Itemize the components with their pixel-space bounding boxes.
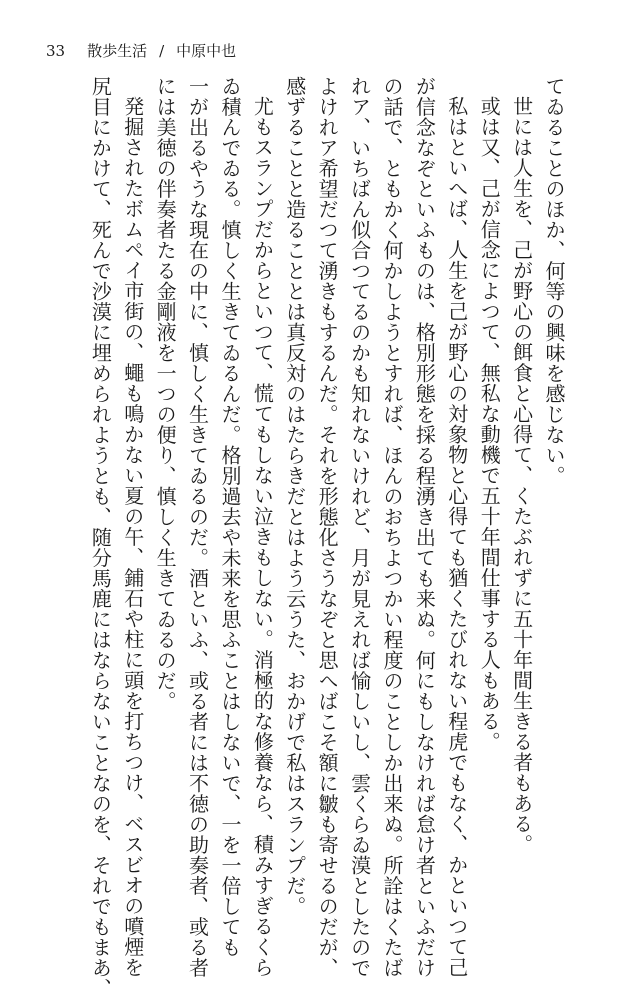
text-line: れア、いちばん似合つてるのかも知れないけれど、月が見えれば愉しいし、雲くらゐ漠としたので bbox=[347, 76, 372, 978]
text-line: には美徳の伴奏者たる金剛液を一つの便り、慎しく生きてゐるのだ。 bbox=[153, 76, 178, 712]
text-line: てゐることのほか、何等の興味を感じない。 bbox=[542, 76, 566, 486]
text-line: 世には人生を、己が野心の餌食と心得て、くたぶれずに五十年間生きる者もある。 bbox=[509, 96, 534, 855]
text-line: 一が出るやうな現在の中に、慎しく生きてゐるのだ。酒といふ、或る者には不徳の助奏者、或る者 bbox=[185, 76, 210, 978]
text-line: 或は又、己が信念によつて、無私な動機で五十年間仕事する人もある。 bbox=[477, 96, 502, 752]
text-line: 感ずることと造ることとは真反対のはたらきだとはよう云うた、おかげで私はスランプだ。 bbox=[282, 76, 307, 917]
text-line: の話で、ともかく何かしようとすれば、ほんのおちよつかい程度のことしか出来ぬ。所詮はくたば bbox=[379, 76, 404, 978]
book-title: 散歩生活 bbox=[87, 42, 148, 60]
body-text bbox=[84, 76, 570, 999]
text-line: 尤もスランプだからといつて、慌てもしない泣きもしない。消極的な修養なら、積みすぎるくら bbox=[250, 96, 275, 978]
text-line: が信念なぞといふものは、格別形態を採る程湧き出ても来ぬ。何にもしなければ怠け者といふだけ bbox=[412, 76, 437, 978]
author-name: 中原中也 bbox=[176, 42, 237, 60]
page-number: 33 bbox=[46, 42, 66, 60]
text-line: 発掘されたボムペイ市街の、蠅も鳴かない夏の午、鋪石や柱に頭を打ちつけ、ベスビオの噴煙を bbox=[120, 96, 145, 978]
text-line: ゐ積んでゐる。慎しく生きてゐるんだ。格別過去や未来を思ふことはしないで、一を一倍しても bbox=[217, 76, 242, 958]
text-line: 尻目にかけて、死んで沙漠に埋められようとも、随分馬鹿にはならないことなのを、それでもまあ、 bbox=[88, 76, 113, 999]
text-line: 私はといへば、人生を己が野心の対象物と心得ても猶くたびれない程虎でもなく、かといつて己 bbox=[444, 96, 469, 978]
page-header bbox=[46, 40, 236, 61]
text-line: よけれア希望だつて湧きもするんだ。それを形態化さうなぞと思へばこそ額に皺も寄せるのだが、 bbox=[315, 76, 340, 978]
header-separator: / bbox=[159, 42, 165, 60]
